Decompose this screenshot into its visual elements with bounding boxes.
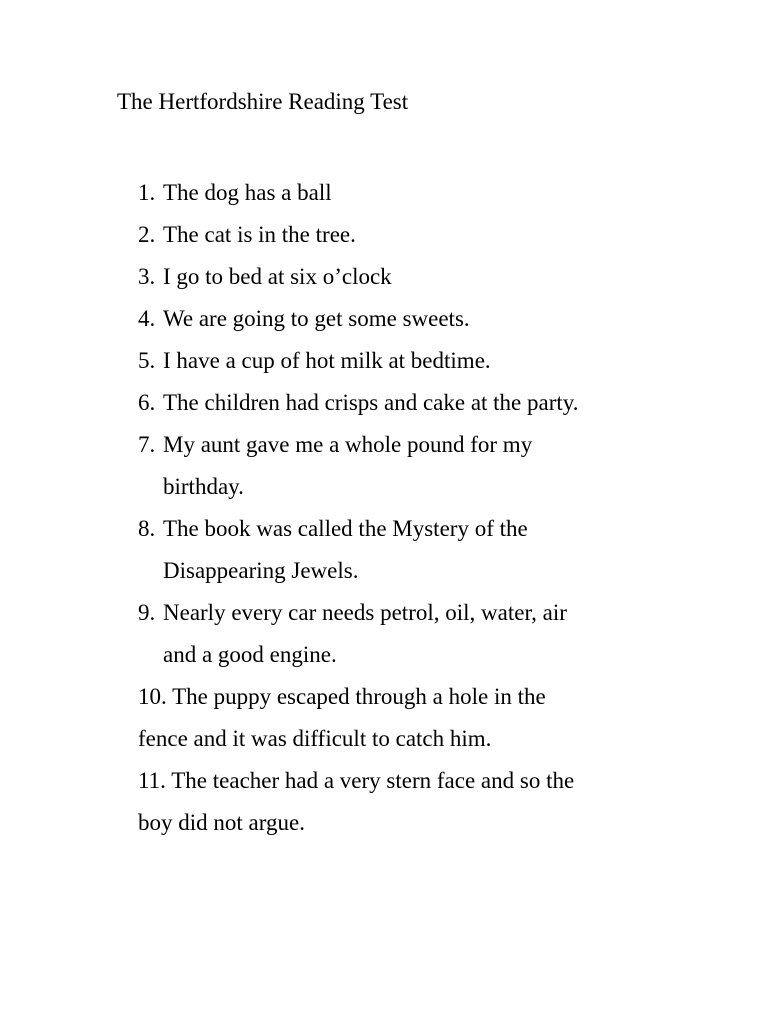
- list-item: [138, 214, 758, 256]
- item-number: 9.: [138, 600, 156, 625]
- list-item: [138, 256, 758, 298]
- item-text: The children had crisps and cake at the party.: [163, 390, 579, 415]
- item-number: 3.: [138, 264, 156, 289]
- list-item: [138, 508, 758, 592]
- list-item: [138, 592, 758, 676]
- item-number: 2.: [138, 222, 156, 247]
- list-item: [138, 382, 758, 424]
- item-text: The cat is in the tree.: [163, 222, 356, 247]
- item-text: The dog has a ball: [163, 180, 332, 205]
- item-text-continued: and a good engine.: [163, 642, 337, 667]
- item-text: I go to bed at six o’clock: [163, 264, 392, 289]
- list-item: [138, 340, 758, 382]
- list-item: [138, 424, 758, 508]
- item-text: We are going to get some sweets.: [163, 306, 470, 331]
- item-number: 5.: [138, 348, 156, 373]
- item-number: 1.: [138, 180, 156, 205]
- item-text: Nearly every car needs petrol, oil, water, air: [163, 600, 567, 625]
- sentence-list: [138, 172, 758, 844]
- list-item: [138, 298, 758, 340]
- list-item: [138, 676, 758, 760]
- item-text: The teacher had a very stern face and so the: [171, 768, 575, 793]
- item-text-continued: fence and it was difficult to catch him.: [138, 726, 492, 751]
- list-item: [138, 172, 758, 214]
- item-text: The puppy escaped through a hole in the: [172, 684, 546, 709]
- item-number: 11.: [138, 768, 166, 793]
- item-text-continued: boy did not argue.: [138, 810, 305, 835]
- item-text-continued: birthday.: [163, 474, 244, 499]
- item-text: The book was called the Mystery of the: [163, 516, 528, 541]
- item-number: 4.: [138, 306, 156, 331]
- item-number: 6.: [138, 390, 156, 415]
- item-text-continued: Disappearing Jewels.: [163, 558, 359, 583]
- item-number: 10.: [138, 684, 167, 709]
- item-number: 8.: [138, 516, 156, 541]
- item-text: I have a cup of hot milk at bedtime.: [163, 348, 491, 373]
- document-title: The Hertfordshire Reading Test: [117, 89, 409, 114]
- list-item: [138, 760, 758, 844]
- item-text: My aunt gave me a whole pound for my: [163, 432, 533, 457]
- item-number: 7.: [138, 432, 156, 457]
